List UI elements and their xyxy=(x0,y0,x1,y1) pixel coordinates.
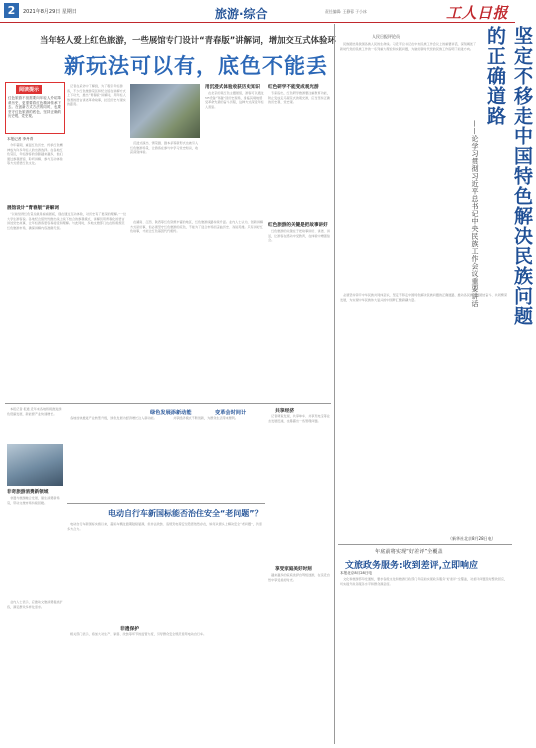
right-byline: 人民日报评论员 xyxy=(372,34,400,39)
article-text-block: 本报记者 报道 近年来各地积极推进绿色低碳发展，新能源产业快速增长。 xyxy=(7,407,62,416)
article-text-block: 红色旅游的关键在于把故事讲好、讲透、讲活，让游客在感动中受教育，在体验中增强信念。 xyxy=(268,229,330,242)
box-kicker: 年底前将实现“好差评”全覆盖 xyxy=(375,549,443,555)
editorial-subtitle: ——论学习贯彻习近平总书记中央民族工作会议重要讲话 xyxy=(471,120,479,308)
lower-subhead-sub: 非遗保护 xyxy=(120,627,140,632)
article-text-block: 在北京的某红色主题展馆，游客可以通过VR设备“穿越”回历史现场，身临其境地感受革命先辈的奋斗历程，这种方式深受年轻人喜爱。 xyxy=(205,91,264,109)
section-divider xyxy=(67,503,265,504)
subhead-2: 用沉浸式体验收获历史知识 xyxy=(205,85,261,90)
article-text-block: 民族团结是我国各族人民的生命线。习近平总书记在中央民族工作会议上的重要讲话，深刻阐述了新时代党的民族工作的一系列重大理论和实践问题，为做好新时代党的民族工作指明了前进方向。 xyxy=(340,42,477,51)
editor-credit: 责任编辑: 王静蓉 于小冰 xyxy=(325,9,367,14)
editorial-title: 坚定不移走中国特色解决民族问题的正确道路 xyxy=(484,26,533,326)
editorial-footer: （新华社北京8月28日电） xyxy=(448,536,496,541)
main-kicker: 当年轻人爱上红色旅游，一些展馆专门设计“青春版”讲解词，增加交互式体验环 xyxy=(40,35,336,45)
article-text-block: “以前觉得红色景点就是看看展板，现在通过互动体验，对历史有了更深的理解。”一位大学生游客说。各地纪念馆纷纷推出线上线下结合的参观模式，讲解员用青春化的语言讲述党史故事，让年轻游客更容易接受和理解。与此同时，多地文旅部门也在积极规范红色旅游市场，确保讲解内容准确无误。 xyxy=(7,212,127,230)
article-text-block: 沉浸式演出、情景剧、剧本杀等新形式也被引入红色旅游场景，让游客在参与中学习党史知识，收获深刻体验。 xyxy=(130,141,199,154)
news-photo xyxy=(7,444,63,486)
article-text-block: 非遗与旅游融合发展，催生消费新场景，带动文旅市场持续回暖。 xyxy=(7,496,60,505)
main-headline: 新玩法可以有，底色不能丢 xyxy=(64,54,328,78)
lower-subhead-1: 绿色发展添新动能 xyxy=(150,410,192,416)
subhead-3: 红色研学不能变成观光游 xyxy=(268,85,319,90)
article-text-block: 必须坚持铸牢中华民族共同体意识，坚定不移走中国特色解决民族问题的正确道路，推动各民族共同团结奋斗、共同繁荣发展，为实现中华民族伟大复兴的中国梦汇聚磅礴力量。 xyxy=(340,293,508,302)
lower-subhead-2: 共享经济 xyxy=(275,409,295,414)
box-headline: 文旅政务服务:收到差评,立即响应 xyxy=(345,561,479,571)
article-text-block: 共享经济模式不断创新，为群众生活带来便利。 xyxy=(170,416,239,420)
main-byline: 本报记者 李丹青 xyxy=(7,137,34,141)
subhead-1: 展馆设计“青春版”讲解词 xyxy=(7,206,59,211)
article-text-block: 记者在采访中了解到，为了吸引年轻游客，不少红色旅游景区和纪念馆在讲解方式上下功夫，推出“青春版”讲解词，用年轻人熟悉的语言讲述革命故事，拉近历史与现实的距离。 xyxy=(67,84,126,106)
newspaper-logo: 工人日报 xyxy=(446,4,509,22)
section-title: 旅游·综合 xyxy=(215,7,268,21)
lower-subhead-3: 非奇旅游消费新领域 xyxy=(7,490,49,495)
article-text-block: 业内人士表示，应推动文旅消费提质扩容，满足群众多样化需求。 xyxy=(7,600,63,609)
lower-headline: 电动自行车新国标能否治住安全“老问题”？ xyxy=(108,509,263,518)
page-number: 2 xyxy=(4,3,19,18)
lower-subhead-sub2: 享受家庭美好时刻 xyxy=(275,567,312,572)
article-text-block: 在湖南、江西、陕西等红色资源丰富的地区，红色旅游线路持续升温。业内人士认为，创新讲解方式是好事，但必须坚守红色旅游的底色，不能为了迎合市场而歪曲历史、戏说英雄。只有讲好红色故事，才能让红色基因代代相传。 xyxy=(130,220,264,233)
article-photo xyxy=(130,84,200,138)
section-divider xyxy=(338,544,512,545)
article-text-block: 今年暑期，重温红色历史、传承红色精神成为许多年轻人的出游选择。在各地红色景区，年轻游客的身影越来越多，他们通过参观展馆、聆听讲解、参与互动体验等方式感悟红色文化。 xyxy=(7,143,63,165)
article-text-block: 记者调查发现，共享单车、共享充电宝等业态发展迅速，也暴露出一些管理问题。 xyxy=(268,414,330,423)
reading-tip-text: 红色旅游不但需要向年轻人介绍革命历史，更需要将红色精神传承下去。在创新方式方法的同时，也要坚守红色旅游的底色，坚持正确的历史观、党史观。 xyxy=(8,96,61,119)
article-text-block: 电动自行车新国标实施以来，超标车辆过渡期陆续届满，但非法改装、违规充电等安全隐患依然存在，如何从源头上解决安全“老问题”，仍需多方合力。 xyxy=(67,522,262,531)
article-text-block: 相关部门表示，将加大对生产、销售、改装等环节的监管力度，引导群众安全规范使用电动自行车。 xyxy=(67,632,207,636)
article-text-block: 专家指出，红色研学旅游要注重教育功能，防止变成走马观花式的观光游，应当坚持正确的历史观、党史观。 xyxy=(268,91,330,104)
article-text-block: 各地加快推进产业转型升级，绿色发展为经济增长注入新动能。 xyxy=(67,416,157,420)
box-byline: 本报北京8月28日电 xyxy=(340,571,373,575)
issue-date: 2021年8月29日 星期日 xyxy=(23,9,77,15)
section-divider xyxy=(5,403,331,404)
reading-tip-tag: 阅读提示 xyxy=(16,85,42,94)
article-text-block: 文化和旅游部印发通知，要求各级文化和旅游行政部门年底前实现政务服务“好差评”全覆盖，对差评问题及时整改回应，切实提升政务服务水平和群众满意度。 xyxy=(340,577,508,586)
lower-subhead-mid: 变革会时间计 xyxy=(215,410,247,416)
column-divider xyxy=(334,24,335,744)
subhead-4: 红色旅游的关键是把故事讲好 xyxy=(268,223,328,228)
article-text-block: 越来越多的家庭选择自驾短途游，在亲近自然中享受美好时光。 xyxy=(268,573,330,582)
